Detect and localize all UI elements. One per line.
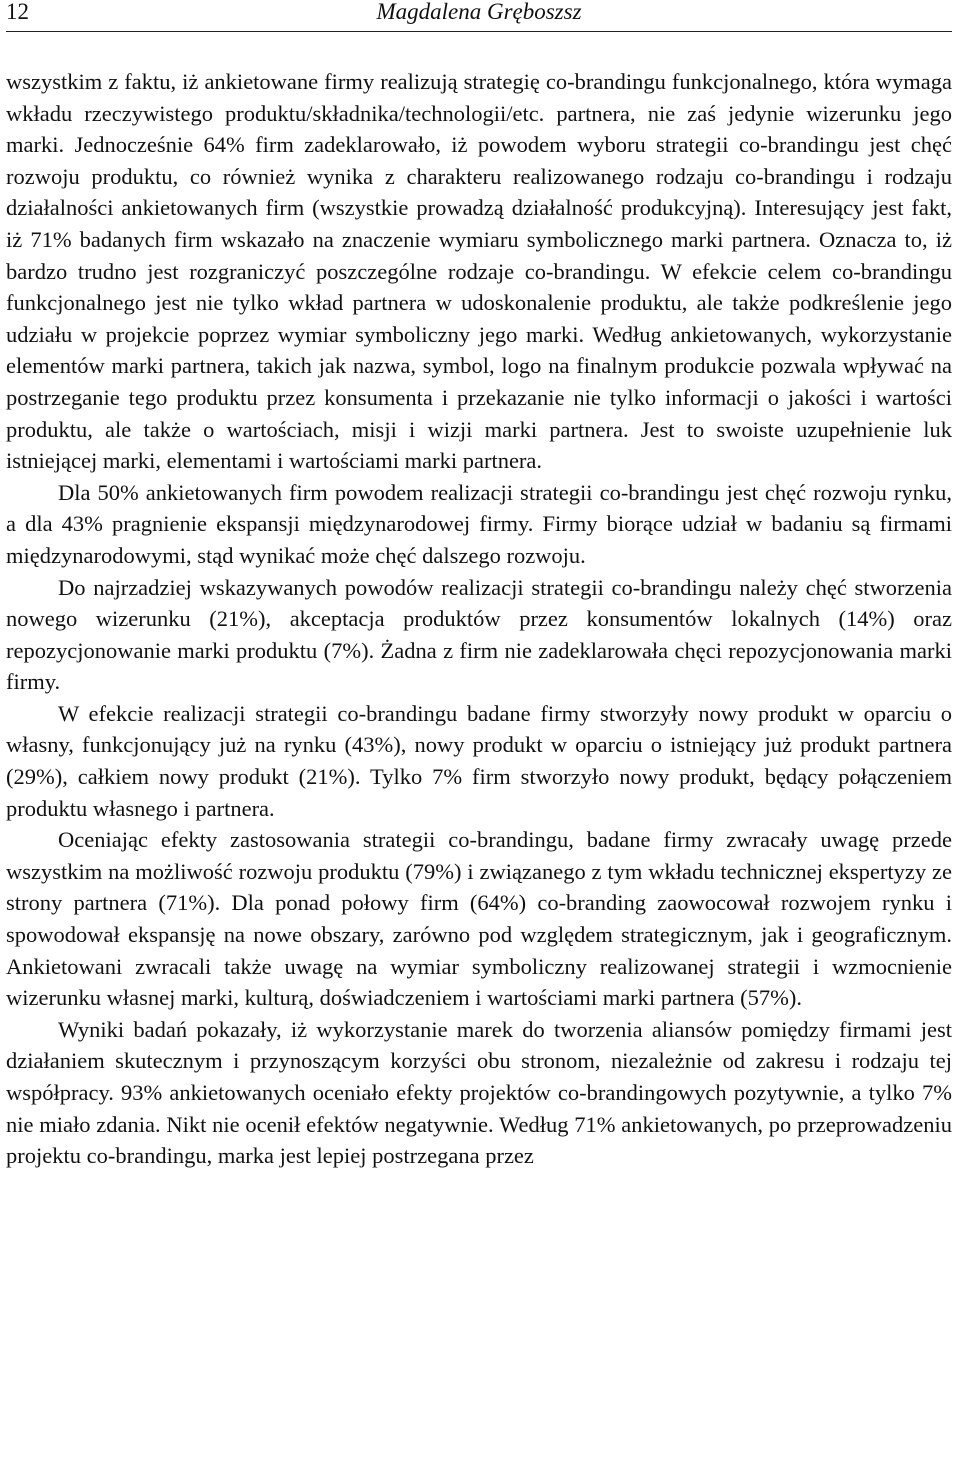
paragraph: Do najrzadziej wskazywanych powodów realizacji strategii co-brandingu należy chęć stworzenia nowego wizerunku (21%), akceptacja produktów przez konsumentów lokalnych (14%) oraz repozycjonowanie marki produktu (7%). Żadna z firm nie zadeklarowała chęci repozycjonowania marki firmy. bbox=[6, 574, 952, 695]
page-number: 12 bbox=[6, 0, 29, 24]
paragraph: W efekcie realizacji strategii co-brandingu badane firmy stworzyły nowy produkt w oparciu o własny, funkcjonujący już na rynku (43%), nowy produkt w oparciu o istniejący już produkt partnera (29%), całkiem nowy produkt (21%). Tylko 7% firm stworzyło nowy produkt, będący połączeniem produktu własnego i partnera. bbox=[6, 700, 952, 821]
paragraph-continuation: wszystkim z faktu, iż ankietowane firmy realizują strategię co-brandingu funkcjonalnego, która wymaga wkładu rzeczywistego produktu/składnika/technologii/etc. partnera, nie zaś jedynie wizerunku jego marki. Jednocześnie 64% firm zadeklarowało, iż powodem wyboru strategii co-brandingu jest chęć rozwoju produktu, co również wynika z charakteru realizowanego rodzaju co-brandingu i rodzaju działalności ankietowanych firm (wszystkie prowadzą działalność produkcyjną). Interesujący jest fakt, iż 71% badanych firm wskazało na znaczenie wymiaru symbolicznego marki partnera. Oznacza to, iż bardzo trudno jest rozgraniczyć poszczególne rodzaje co-brandingu. W efekcie celem co-brandingu funkcjonalnego jest nie tylko wkład partnera w udoskonalenie produktu, ale także podkreślenie jego udziału w projekcie poprzez wymiar symboliczny jego marki. Według ankietowanych, wykorzystanie elementów marki partnera, takich jak nazwa, symbol, logo na finalnym produkcie pozwala wpływać na postrzeganie tego produktu przez konsumenta i przekazanie nie tylko informacji o jakości i wartości produktu, ale także o wartościach, misji i wizji marki partnera. Jest to swoiste uzupełnienie luk istniejącej marki, elementami i wartościami marki partnera. bbox=[6, 69, 952, 474]
running-title: Magdalena Gręboszsz bbox=[376, 0, 582, 24]
page-header bbox=[6, 0, 952, 32]
paragraph: Wyniki badań pokazały, iż wykorzystanie marek do tworzenia aliansów pomiędzy firmami jest działaniem skutecznym i przynoszącym korzyści obu stronom, niezależnie od zakresu i rodzaju tej współpracy. 93% ankietowanych oceniało efekty projektów co-brandingowych pozytywnie, a tylko 7% nie miało zdania. Nikt nie ocenił efektów negatywnie. Według 71% ankietowanych, po przeprowadzeniu projektu co-brandingu, marka jest lepiej postrzegana przez bbox=[6, 1016, 952, 1169]
paragraph: Dla 50% ankietowanych firm powodem realizacji strategii co-brandingu jest chęć rozwoju rynku, a dla 43% pragnienie ekspansji międzynarodowej firmy. Firmy biorące udział w badaniu są firmami międzynarodowymi, stąd wynikać może chęć dalszego rozwoju. bbox=[6, 479, 952, 568]
body-text bbox=[6, 66, 952, 1172]
paragraph: Oceniając efekty zastosowania strategii co-brandingu, badane firmy zwracały uwagę przede wszystkim na możliwość rozwoju produktu (79%) i związanego z tym wkładu technicznej ekspertyzy ze strony partnera (71%). Dla ponad połowy firm (64%) co-branding zaowocował rozwojem rynku i spowodował ekspansję na nowe obszary, zarówno pod względem strategicznym, jak i geograficznym. Ankietowani zwracali także uwagę na wymiar symboliczny realizowanej strategii i wzmocnienie wizerunku własnej marki, kulturą, doświadczeniem i wartościami marki partnera (57%). bbox=[6, 827, 952, 1011]
